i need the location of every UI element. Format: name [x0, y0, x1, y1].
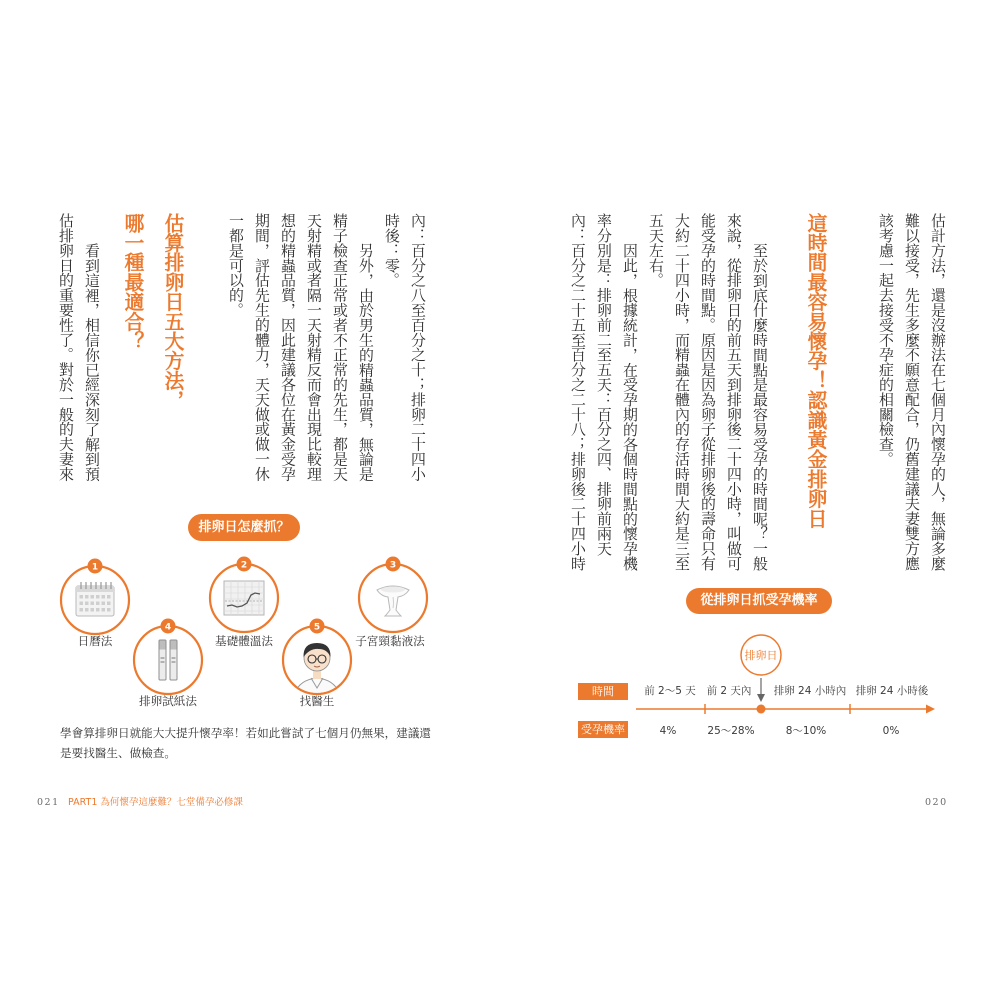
right-section-heading: 這時間最容易懷孕！認識黃金排卵日: [804, 213, 827, 529]
time-row-label: 時間: [578, 683, 628, 700]
period-probability-4: 0%: [882, 725, 900, 737]
left-continued-line-7: 期間，評估先生的體力，天天做或做一休: [253, 213, 271, 482]
method-1-circle: [55, 558, 135, 640]
left-continued-line-5: 天射精或者隔一天射精反而會出現比較理: [305, 213, 323, 482]
method-2-circle: [204, 556, 284, 638]
method-2-label: 基礎體溫法: [215, 634, 273, 648]
diagram-caption-line-2: 是要找醫生、做檢查。: [60, 746, 176, 760]
right-body-line-5: 五天左右。: [647, 213, 665, 288]
right-body-line-6: 因此，根據統計，在受孕期的各個時間點的懷孕機: [621, 242, 639, 571]
right-body-line-3: 能受孕的時間點。原因是因為卵子從排卵後的壽命只有: [699, 213, 717, 571]
right-continued-line-3: 該考慮一起去接受不孕症的相關檢查。: [877, 213, 895, 467]
period-time-4: 排卵 24 小時後: [855, 685, 929, 697]
method-number: 2: [240, 560, 248, 571]
method-number: 3: [389, 560, 397, 571]
method-number-badge: [386, 557, 401, 572]
left-body-line-1: 看到這裡，相信你已經深刻了解到預: [83, 242, 101, 482]
probability-row-label: 受孕機率: [578, 721, 628, 738]
method-number-badge: [161, 619, 176, 634]
timeline-axis: [630, 699, 940, 719]
right-continued-line-2: 難以接受，先生多麼不願意配合，仍舊建議夫妻雙方應: [903, 213, 921, 571]
right-body-line-7: 率分別是：排卵前二至五天：百分之四、排卵前兩天: [595, 213, 613, 556]
left-continued-line-4: 精子檢查正常或者不正常的先生，都是天: [331, 213, 349, 482]
left-continued-line-1: 內：百分之八至百分之十；排卵二十四小: [409, 213, 427, 482]
left-continued-line-2: 時後：零。: [383, 213, 401, 288]
right-continued-line-1: 估計方法，還是沒辦法在七個月內懷孕的人，無論多麼: [929, 213, 947, 571]
right-body-line-1: 至於到底什麼時間點是最容易受孕的時間呢？一般: [751, 242, 769, 571]
method-5-label: 找醫生: [299, 694, 335, 708]
diagram-caption-line-1: 學會算排卵日就能大大提升懷孕率！若如此嘗試了七個月仍無果，建議還: [60, 726, 432, 740]
method-ring: [134, 626, 202, 694]
left-section-heading-line-2: 哪一種最適合？: [121, 213, 144, 351]
method-number: 4: [164, 622, 172, 633]
right-body-line-4: 大約二十四小時，而精蟲在體內的存活時間大約是三至: [673, 213, 691, 571]
method-5-circle: [277, 618, 357, 700]
period-time-2: 前 2 天內: [706, 685, 752, 697]
right-body-line-8: 內：百分之二十五至百分之二十八；排卵後二十四小時: [569, 213, 587, 571]
left-body-line-2: 估排卵日的重要性了。對於一般的夫妻來: [57, 213, 75, 482]
left-continued-line-6: 想的精蟲品質，因此建議各位在黃金受孕: [279, 213, 297, 482]
period-probability-2: 25～28%: [707, 725, 755, 737]
left-page-number: 021: [37, 797, 60, 808]
running-title: PART1 為何懷孕這麼難？七堂備孕必修課: [68, 797, 243, 808]
method-4-circle: [128, 618, 208, 700]
method-4-label: 排卵試紙法: [139, 694, 197, 708]
method-number-badge: [310, 619, 325, 634]
left-continued-line-8: 一都是可以的。: [227, 213, 245, 318]
period-time-3: 排卵 24 小時內: [773, 685, 847, 697]
method-number: 1: [91, 562, 99, 573]
calendar-icon: [76, 582, 114, 616]
method-3-label: 子宮頸黏液法: [355, 634, 425, 648]
ovulation-day-dot: [757, 705, 766, 714]
timeline-arrow-icon: [926, 705, 935, 714]
temperature-chart-icon: [224, 581, 264, 615]
timeline-title-pill: 從排卵日抓受孕機率: [686, 588, 832, 614]
left-section-heading-line-1: 估算排卵日五大方法，: [161, 213, 184, 410]
ovulation-day-label: 排卵日: [744, 649, 778, 662]
left-continued-line-3: 另外，由於男生的精蟲品質，無論是: [357, 242, 375, 482]
right-page-number: 020: [925, 797, 948, 808]
period-time-1: 前 2～5 天: [644, 685, 696, 697]
method-1-label: 日曆法: [77, 634, 113, 648]
right-body-line-2: 來說，從排卵日的前五天到排卵後二十四小時，叫做可: [725, 213, 743, 571]
period-probability-1: 4%: [659, 725, 677, 737]
method-number-badge: [88, 559, 103, 574]
method-number: 5: [313, 622, 321, 633]
method-3-circle: [353, 556, 433, 638]
methods-title-pill: 排卵日怎麼抓？: [188, 514, 300, 541]
period-probability-3: 8～10%: [785, 725, 827, 737]
method-number-badge: [237, 557, 252, 572]
